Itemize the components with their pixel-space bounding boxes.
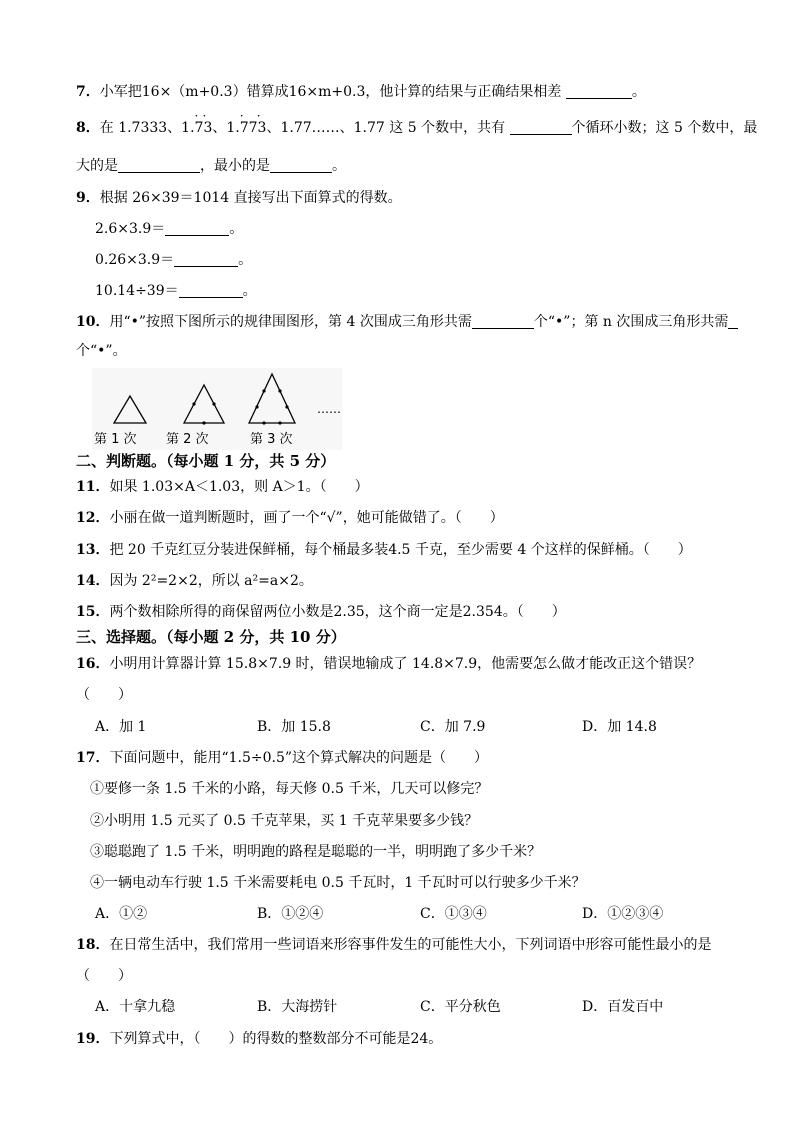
option-d[interactable]: D．加 14.8	[582, 719, 657, 735]
question-number: 11．	[76, 479, 110, 495]
figure-label-2: 第 2 次	[166, 432, 209, 447]
question-number: 16．	[76, 656, 110, 672]
dot	[262, 389, 265, 392]
question-8	[76, 109, 758, 137]
question-text: 小丽在做一道判断题时，画了一个“√”，她可能做错了。（ ）	[109, 510, 504, 526]
question-number: 19．	[76, 1031, 110, 1047]
question-text: 下面问题中，能用“1.5÷0.5”这个算式解决的问题是（ ）	[109, 750, 489, 766]
section-heading-judgement: 二、判断题。（每小题 1 分，共 5 分）	[76, 452, 336, 470]
question-text: 大的是	[76, 158, 118, 174]
question-9-sub-2	[95, 251, 252, 269]
answer-blank[interactable]	[510, 120, 572, 135]
question-text: 因为 2²=2×2，所以 a²=a×2。	[109, 573, 313, 589]
question-text: 根据 26×39＝1014 直接写出下面算式的得数。	[99, 190, 402, 206]
question-7	[76, 83, 646, 101]
punct: 。	[238, 252, 253, 268]
question-number: 15．	[76, 604, 110, 620]
expression: 2.6×3.9＝	[95, 221, 166, 237]
option-b[interactable]: B．大海捞针	[257, 999, 338, 1015]
question-18-paren: （ ）	[76, 968, 132, 984]
question-10	[76, 313, 738, 331]
question-number: 7．	[76, 84, 100, 100]
question-text: 小军把16×（m+0.3）错算成16×m+0.3，他计算的结果与正确结果相差	[99, 84, 562, 100]
option-b[interactable]: B．①②④	[257, 906, 324, 922]
option-d[interactable]: D．百发百中	[582, 999, 664, 1015]
question-14	[76, 572, 313, 590]
option-a[interactable]: A．加 1	[95, 719, 147, 735]
question-number: 17．	[76, 750, 110, 766]
question-text: 、1.	[212, 120, 240, 136]
question-17-item-2: ②小明用 1.5 元买了 0.5 千克苹果，买 1 千克苹果要多少钱？	[90, 813, 479, 829]
question-text: 在 1.7333、1.	[99, 120, 195, 136]
question-17-item-4: ④一辆电动车行驶 1.5 千米需要耗电 0.5 千瓦时，1 千瓦时可以行驶多少千米？	[90, 875, 586, 891]
punct: 。	[229, 221, 244, 237]
dot	[212, 402, 215, 405]
question-11	[76, 478, 369, 496]
answer-blank[interactable]	[174, 252, 238, 267]
answer-blank[interactable]	[472, 314, 534, 329]
question-text: ，最小的是	[200, 158, 270, 174]
question-number: 10．	[76, 314, 110, 330]
triangle-pattern-figure	[92, 368, 362, 450]
question-text: 个“•”；第 n 次围成三角形共需	[533, 314, 729, 330]
expression: 0.26×3.9＝	[95, 252, 175, 268]
question-12	[76, 509, 504, 527]
question-13	[76, 541, 692, 559]
dot	[202, 421, 205, 424]
question-16	[76, 655, 701, 673]
dot	[278, 421, 281, 424]
answer-blank[interactable]	[566, 84, 632, 99]
punct: 。	[242, 283, 257, 299]
question-number: 14．	[76, 573, 110, 589]
question-10-line2	[76, 342, 127, 360]
dot	[192, 402, 195, 405]
question-text: 个“•”。	[76, 343, 127, 359]
question-18	[76, 936, 711, 954]
option-c[interactable]: C．①③④	[420, 906, 487, 922]
question-number: 18．	[76, 937, 110, 953]
question-15	[76, 603, 566, 621]
option-b[interactable]: B．加 15.8	[257, 719, 331, 735]
section-heading-choice: 三、选择题。（每小题 2 分，共 10 分）	[76, 628, 346, 646]
question-9-sub-3	[95, 282, 257, 300]
punct: 。	[631, 84, 646, 100]
expression: 10.14÷39＝	[95, 283, 179, 299]
dot	[255, 405, 258, 408]
question-17-item-3: ③聪聪跑了 1.5 千米，明明跑的路程是聪聪的一半，明明跑了多少千米？	[90, 844, 542, 860]
figure-label-3: 第 3 次	[250, 432, 293, 447]
answer-blank[interactable]	[270, 158, 332, 173]
punct: 。	[332, 158, 346, 174]
answer-blank[interactable]	[165, 221, 229, 236]
option-d[interactable]: D．①②③④	[582, 906, 664, 922]
question-number: 8．	[76, 120, 100, 136]
question-text: 个循环小数；这 5 个数中，最	[571, 120, 758, 136]
question-text: 用“•”按照下图所示的规律围图形，第 4 次围成三角形共需	[109, 314, 472, 330]
question-number: 12．	[76, 510, 110, 526]
question-8-line2	[76, 157, 346, 175]
question-text: 如果 1.03×A＜1.03，则 A＞1。（ ）	[109, 479, 369, 495]
question-17-item-1: ①要修一条 1.5 千米的小路，每天修 0.5 千米，几天可以修完？	[90, 781, 489, 797]
question-text: 在日常生活中，我们常用一些词语来形容事件发生的可能性大小，下列词语中形容可能性最小的是	[109, 937, 712, 953]
question-text: 把 20 千克红豆分装进保鲜桶，每个桶最多装4.5 千克，至少需要 4 个这样的保鲜桶。（ ）	[109, 542, 692, 558]
question-text: 小明用计算器计算 15.8×7.9 时，错误地输成了 14.8×7.9，他需要怎么做才能改正这个错误？	[109, 656, 702, 672]
option-a[interactable]: A．十拿九稳	[95, 999, 176, 1015]
ellipsis: ……	[317, 402, 341, 416]
question-text: 、1.77……、1.77 这 5 个数中，共有	[266, 120, 506, 136]
dot	[278, 389, 281, 392]
question-text: 两个数相除所得的商保留两位小数是2.35，这个商一定是2.354。（ ）	[109, 604, 566, 620]
option-c[interactable]: C．加 7.9	[420, 719, 486, 735]
question-9	[76, 189, 402, 207]
question-19	[76, 1030, 442, 1048]
answer-blank[interactable]	[728, 314, 738, 329]
question-number: 9．	[76, 190, 100, 206]
repeating-decimal: · · 773	[239, 109, 267, 136]
option-a[interactable]: A．①②	[95, 906, 148, 922]
repeating-decimal: · · 73	[194, 109, 213, 136]
option-c[interactable]: C．平分秋色	[420, 999, 501, 1015]
question-17	[76, 749, 488, 767]
question-number: 13．	[76, 542, 110, 558]
figure-label-1: 第 1 次	[94, 432, 137, 447]
answer-blank[interactable]	[118, 158, 200, 173]
question-text: 下列算式中，（ ）的得数的整数部分不可能是24。	[109, 1031, 443, 1047]
dot	[262, 421, 265, 424]
question-9-sub-1	[95, 220, 243, 238]
answer-blank[interactable]	[179, 283, 243, 298]
dot	[285, 405, 288, 408]
question-16-paren: （ ）	[76, 687, 132, 703]
